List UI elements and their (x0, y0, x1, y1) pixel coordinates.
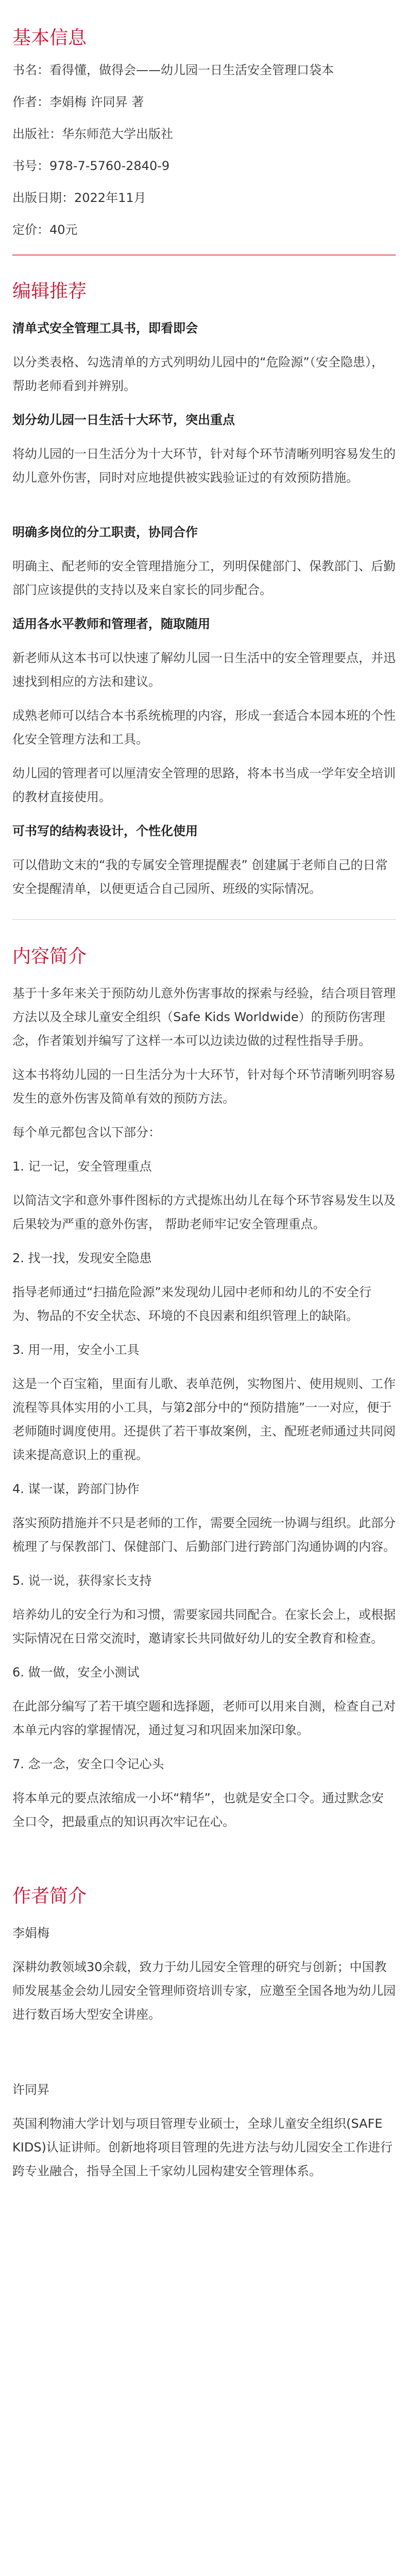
intro-item-4-heading: 4. 谋一谋，跨部门协作 (12, 1482, 140, 1496)
editor-heading-2: 划分幼儿园一日生活十大环节，突出重点 (12, 413, 235, 427)
section-divider (12, 255, 396, 256)
editor-recommend-title: 编辑推荐 (12, 281, 87, 302)
editor-para-2: 将幼儿园的一日生活分为十大环节，针对每个环节清晰列明容易发生的幼儿意外伤害，同时对应地提供被实践验证过的有效预防措施。 (12, 447, 396, 485)
book-publisher: 出版社：华东师范大学出版社 (12, 127, 173, 141)
intro-item-3-text: 这是一个百宝箱，里面有儿歌、表单范例，实物图片、使用规则、工作流程等具体实用的小工具，与第2部分中的“预防措施”一一对应，便于老师随时调度使用。还提供了若干事故案例，主、配班老师通过共同阅读来提高意识上的重视。 (12, 1377, 396, 1462)
intro-item-5-heading: 5. 说一说，获得家长支持 (12, 1573, 152, 1588)
book-author: 作者：李娟梅 许同昇 著 (12, 95, 144, 109)
editor-para-4c: 幼儿园的管理者可以厘清安全管理的思路，将本书当成一学年安全培训的教材直接使用。 (12, 766, 396, 804)
basic-info-title: 基本信息 (12, 27, 87, 48)
book-price: 定价：40元 (12, 223, 78, 237)
intro-para-2: 这本书将幼儿园的一日生活分为十大环节，针对每个环节清晰列明容易发生的意外伤害及简单有效的预防方法。 (12, 1067, 396, 1106)
spacer (12, 1844, 396, 1885)
basic-info-section (12, 27, 396, 237)
book-isbn: 书号：978-7-5760-2840-9 (12, 159, 170, 173)
editor-heading-5: 可书写的结构表设计，个性化使用 (12, 824, 198, 838)
author-1-bio: 深耕幼教领域30余载，致力于幼儿园安全管理的研究与创新；中国教师发展基金会幼儿园安全管理师资培训专家，应邀至全国各地为幼儿园进行数百场大型安全讲座。 (12, 1960, 396, 2022)
section-rule (12, 919, 396, 920)
editor-heading-4: 适用各水平教师和管理者，随取随用 (12, 617, 210, 631)
author-intro-section (12, 1885, 396, 2183)
intro-item-2-heading: 2. 找一找，发现安全隐患 (12, 1251, 152, 1265)
book-pub-date: 出版日期：2022年11月 (12, 191, 146, 205)
intro-item-2-text: 指导老师通过“扫描危险源”来发现幼儿园中老师和幼儿的不安全行为、物品的不安全状态、环境的不良因素和组织管理上的缺陷。 (12, 1285, 371, 1323)
editor-recommend-section (12, 280, 396, 901)
intro-item-5-text: 培养幼儿的安全行为和习惯，需要家园共同配合。在家长会上，或根据实际情况在日常交流时，邀请家长共同做好幼儿的安全教育和检查。 (12, 1607, 396, 1646)
intro-item-7-heading: 7. 念一念，安全口令记心头 (12, 1757, 164, 1771)
editor-para-5: 可以借助文末的“我的专属安全管理提醒表” 创建属于老师自己的日常安全提醒清单，以便更适合自己园所、班级的实际情况。 (12, 858, 388, 896)
editor-para-4b: 成熟老师可以结合本书系统梳理的内容，形成一套适合本园本班的个性化安全管理方法和工具。 (12, 708, 396, 747)
book-name: 书名：看得懂，做得会——幼儿园一日生活安全管理口袋本 (12, 63, 334, 77)
spacer (12, 500, 396, 520)
intro-item-4-text: 落实预防措施并不只是老师的工作，需要全园统一协调与组织。此部分梳理了与保教部门、保健部门、后勤部门进行跨部门沟通协调的内容。 (12, 1516, 396, 1554)
intro-item-1-heading: 1. 记一记，安全管理重点 (12, 1159, 152, 1174)
editor-heading-1: 清单式安全管理工具书，即看即会 (12, 321, 198, 335)
intro-item-6-text: 在此部分编写了若干填空题和选择题，老师可以用来自测，检查自己对本单元内容的掌握情况，通过复习和巩固来加深印象。 (12, 1699, 396, 1737)
editor-para-1: 以分类表格、勾选清单的方式列明幼儿园中的“危险源”（安全隐患），帮助老师看到并辨别。 (12, 355, 384, 393)
intro-para-3: 每个单元都包含以下部分： (12, 1125, 161, 1140)
author-2-name: 许同昇 (12, 2082, 49, 2097)
spacer (12, 2037, 396, 2078)
author-1-name: 李娟梅 (12, 1926, 49, 1940)
editor-heading-3: 明确多岗位的分工职责，协同合作 (12, 525, 198, 539)
author-2-bio: 英国利物浦大学计划与项目管理专业硕士，全球儿童安全组织(SAFE KIDS)认证讲师。创新地将项目管理的先进方法与幼儿园安全工作进行跨专业融合，指导全国上千家幼儿园构建安全管理体系。 (12, 2116, 393, 2178)
intro-item-7-text: 将本单元的要点浓缩成一小坏“精华”，也就是安全口令。通过默念安全口令，把最重点的知识再次牢记在心。 (12, 1791, 384, 1829)
content-intro-title: 内容简介 (12, 946, 87, 967)
intro-para-1: 基于十多年来关于预防幼儿意外伤害事故的探索与经验，结合项目管理方法以及全球儿童安全组织（Safe Kids Worldwide）的预防伤害理念，作者策划并编写了这样一本可以边读边做的过程性指导手册。 (12, 986, 396, 1048)
editor-para-3: 明确主、配老师的安全管理措施分工，列明保健部门、保教部门、后勤部门应该提供的支持以及来自家长的同步配合。 (12, 559, 396, 597)
editor-para-4a: 新老师从这本书可以快速了解幼儿园一日生活中的安全管理要点，并迅速找到相应的方法和建议。 (12, 651, 396, 689)
intro-item-3-heading: 3. 用一用，安全小工具 (12, 1343, 140, 1357)
content-intro-section (12, 945, 396, 1834)
intro-item-1-text: 以简洁文字和意外事件图标的方式提炼出幼儿在每个环节容易发生以及后果较为严重的意外伤害， 帮助老师牢记安全管理重点。 (12, 1193, 396, 1231)
intro-item-6-heading: 6. 做一做，安全小测试 (12, 1665, 140, 1680)
author-intro-title: 作者简介 (12, 1886, 87, 1907)
